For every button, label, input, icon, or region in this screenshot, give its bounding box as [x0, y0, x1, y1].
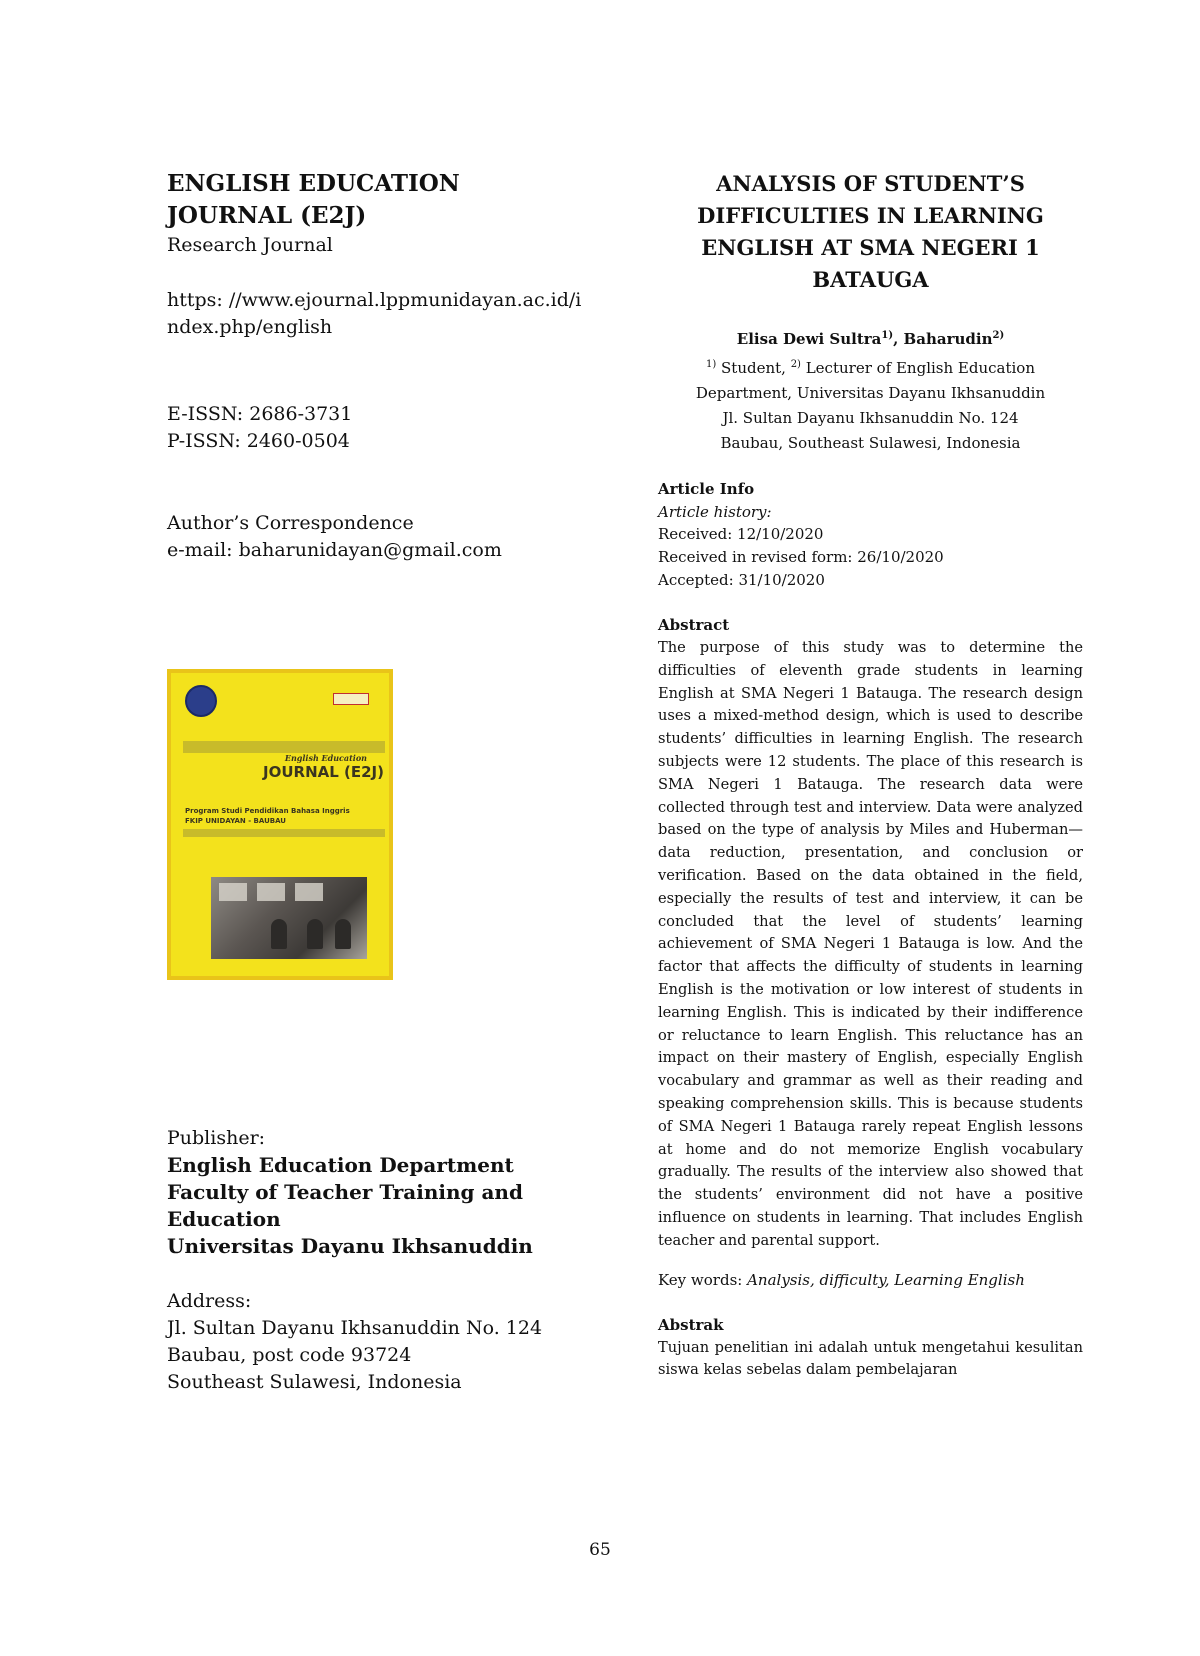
- affil-role-1: Student,: [716, 359, 791, 377]
- publisher-line3: Universitas Dayanu Ikhsanuddin: [167, 1234, 533, 1258]
- cover-label-journal: JOURNAL (E2J): [263, 763, 384, 781]
- cover-band: [183, 741, 385, 753]
- affil-sup-1: 1): [705, 359, 717, 370]
- cover-band-lower: [183, 829, 385, 837]
- journal-title: ENGLISH EDUCATION JOURNAL (E2J): [167, 170, 460, 229]
- correspondence-block: [167, 510, 587, 564]
- affil-address-2: Baubau, Southeast Sulawesi, Indonesia: [720, 434, 1021, 452]
- correspondence-email[interactable]: e-mail: baharunidayan@gmail.com: [167, 539, 502, 561]
- authors: Elisa Dewi Sultra$^{1)}$, Baharudin$^{2)}$: [736, 330, 1005, 348]
- student-figure: [271, 919, 287, 949]
- abstrak-heading: Abstrak: [658, 1315, 724, 1334]
- journal-info: [167, 168, 587, 564]
- cover-faculty-line: FKIP UNIDAYAN - BAUBAU: [185, 817, 286, 825]
- address-line2: Baubau, post code 93724: [167, 1344, 412, 1366]
- revised-date: Received in revised form: 26/10/2020: [658, 548, 944, 566]
- publisher-line1: English Education Department: [167, 1153, 514, 1177]
- cover-label-education: English Education: [284, 753, 367, 763]
- cover-program-line: Program Studi Pendidikan Bahasa Inggris: [185, 807, 350, 815]
- abstract-section: [658, 614, 1083, 1292]
- issn-block: [167, 401, 587, 455]
- keywords: [658, 1269, 1083, 1292]
- student-figure: [335, 919, 351, 949]
- article-info: [658, 478, 1083, 592]
- author-1-sup: 1): [881, 330, 894, 341]
- page-number: 65: [589, 1540, 611, 1560]
- affil-address-1: Jl. Sultan Dayanu Ikhsanuddin No. 124: [722, 409, 1019, 427]
- abstract-heading: Abstract: [658, 616, 730, 634]
- affiliation: [658, 352, 1083, 456]
- keywords-value: Analysis, difficulty, Learning English: [747, 1270, 1025, 1289]
- journal-cover-image: [167, 669, 393, 980]
- article-info-heading: Article Info: [658, 480, 755, 498]
- keywords-label: Key words:: [658, 1270, 748, 1289]
- article-history-label: Article history:: [658, 503, 772, 521]
- received-date: Received: 12/10/2020: [658, 525, 824, 543]
- window-shape: [295, 883, 323, 901]
- author-2-sup: 2): [992, 330, 1005, 341]
- abstract-text: The purpose of this study was to determine the difficulties of eleventh grade students in learning English at SMA Negeri 1 Batauga. The research design uses a mixed-method design, which is used to describe students’ difficulties in learning English. The research subjects were 12 students. The place of this research is SMA Negeri 1 Batauga. The research data were collected through test and interview. Data were analyzed based on the type of analysis by Miles and Huberman—data reduction, presentation, and conclusion or verification. Based on the data obtained in the field, especially the results of test and interview, it can be concluded that the level of students’ learning achievement of SMA Negeri 1 Batauga is low. And the factor that affects the difficulty of students in learning English is the motivation or low interest of students in learning English. This is indicated by their indifference or reluctance to learn English. This reluctance has an impact on their mastery of English, especially English vocabulary and grammar as well as their reading and speaking comprehension skills. This is because students of SMA Negeri 1 Batauga rarely repeat English lessons at home and do not memorize English vocabulary gradually. The results of the interview also showed that the students’ environment did not have a positive influence on students in learning. That includes English teacher and parental support.: [658, 639, 1083, 1249]
- publisher-block: [167, 1125, 587, 1396]
- article-column: [658, 168, 1083, 1382]
- publisher-line2: Faculty of Teacher Training and Education: [167, 1180, 523, 1231]
- publisher-label: Publisher:: [167, 1127, 266, 1149]
- journal-subtitle: Research Journal: [167, 234, 333, 256]
- cover-program: [185, 806, 350, 826]
- paper-title: ANALYSIS OF STUDENT’S DIFFICULTIES IN LEARNING ENGLISH AT SMA NEGERI 1 BATAUGA: [697, 171, 1044, 292]
- student-figure: [307, 919, 323, 949]
- abstrak-text: Tujuan penelitian ini adalah untuk mengetahui kesulitan siswa kelas sebelas dalam pembelajaran: [658, 1338, 1083, 1379]
- journal-url[interactable]: https: //www.ejournal.lppmunidayan.ac.id/index.php/english: [167, 289, 582, 338]
- classroom-photo: [211, 877, 367, 959]
- address-line3: Southeast Sulawesi, Indonesia: [167, 1371, 462, 1393]
- window-shape: [257, 883, 285, 901]
- abstrak-section: [658, 1314, 1083, 1383]
- accepted-date: Accepted: 31/10/2020: [658, 571, 825, 589]
- author-2: Baharudin: [903, 330, 993, 348]
- correspondence-label: Author’s Correspondence: [167, 512, 414, 534]
- address-label: Address:: [167, 1290, 252, 1312]
- e-issn: E-ISSN: 2686-3731: [167, 403, 353, 425]
- university-logo-icon: [185, 685, 217, 717]
- window-shape: [219, 883, 247, 901]
- affil-sup-2: 2): [790, 359, 801, 370]
- cover-tag: [333, 693, 369, 705]
- address-line1: Jl. Sultan Dayanu Ikhsanuddin No. 124: [167, 1317, 543, 1339]
- address-block: [167, 1288, 587, 1396]
- author-1: Elisa Dewi Sultra: [736, 330, 882, 348]
- affil-role-2: Lecturer of English Education Department, Universitas Dayanu Ikhsanuddin: [695, 359, 1046, 402]
- p-issn: P-ISSN: 2460-0504: [167, 430, 350, 452]
